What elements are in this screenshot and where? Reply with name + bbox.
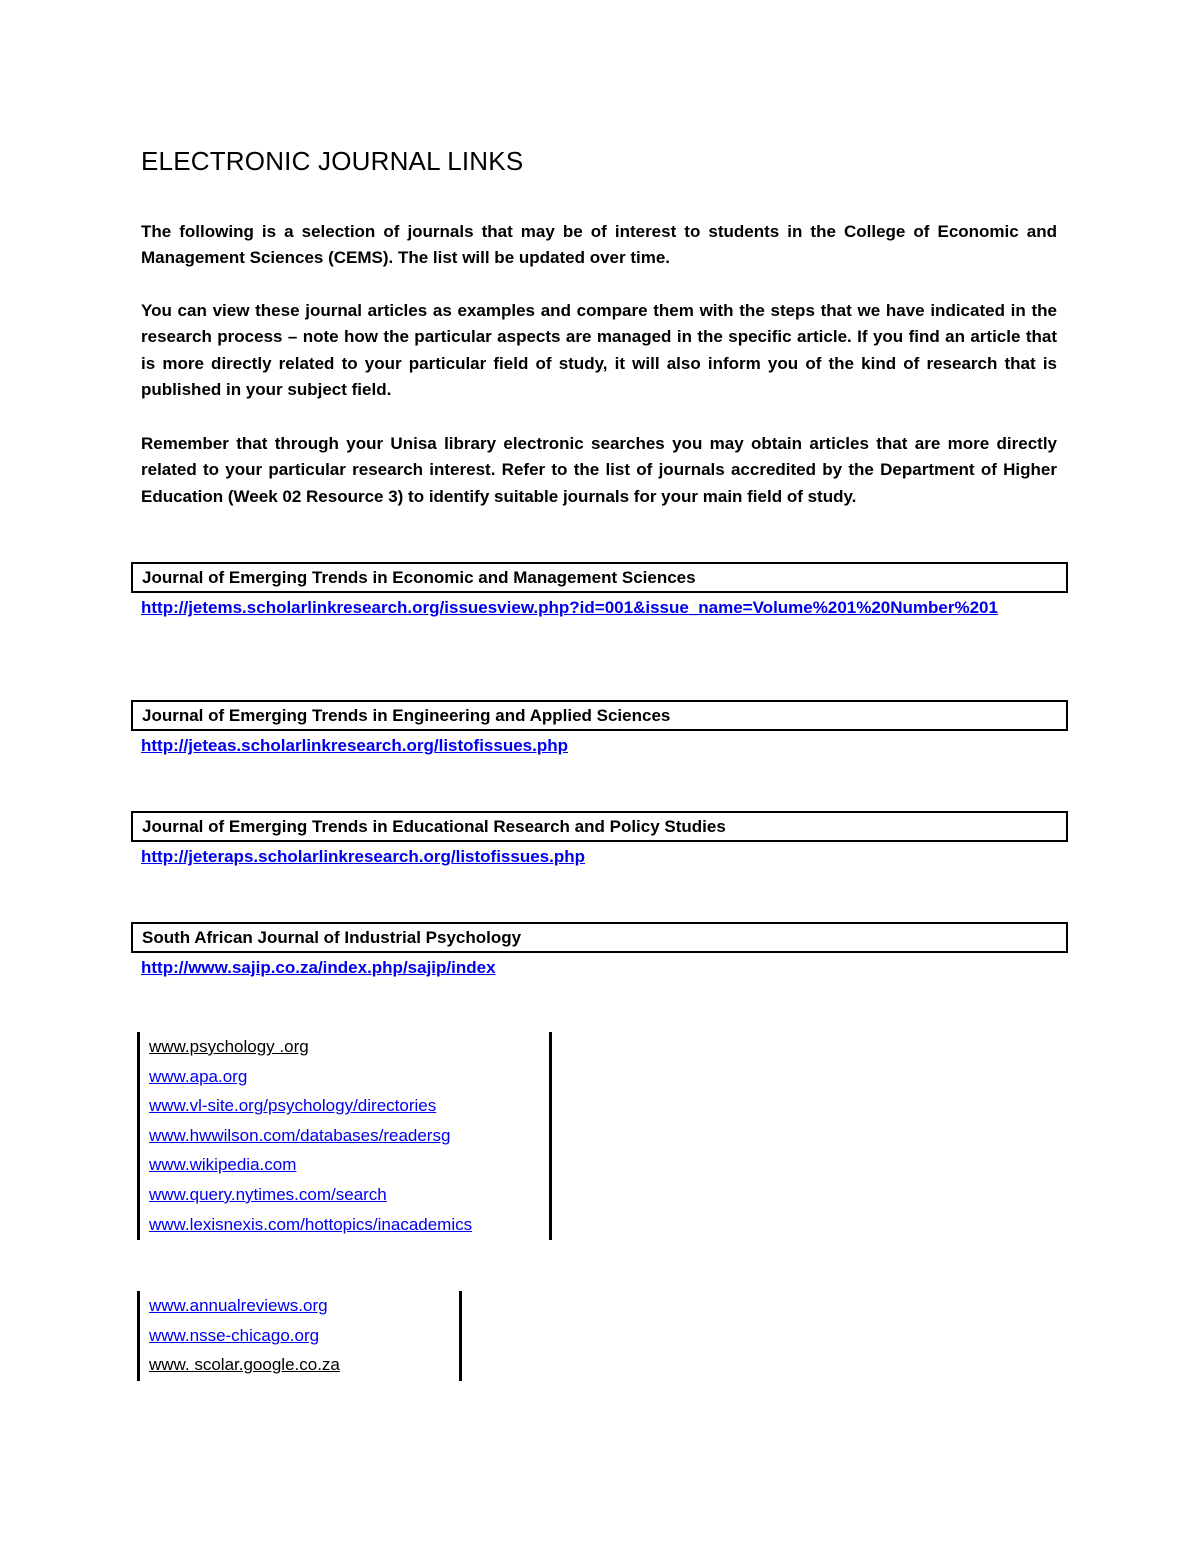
resource-link[interactable]: www.query.nytimes.com/search [149,1184,387,1204]
journal-title-box [131,922,1068,953]
list-item [140,1321,459,1351]
resource-link-list [140,1032,549,1239]
resource-link[interactable]: www.vl-site.org/psychology/directories [149,1096,437,1116]
resource-link[interactable]: www.nsse-chicago.org [149,1325,320,1345]
resource-link[interactable]: www.apa.org [149,1066,248,1086]
journal-title-box [131,700,1068,731]
journal-link[interactable]: http://jetems.scholarlinkresearch.org/issuesview.php?id=001&issue_name=Volume%201%20Number%201 [141,598,998,617]
resource-link[interactable]: www.hwwilson.com/databases/readersg [149,1125,451,1145]
resource-link[interactable]: www.lexisnexis.com/hottopics/inacademics [149,1214,473,1234]
journal-title: Journal of Emerging Trends in Economic and Management Sciences [142,568,696,587]
page-title: ELECTRONIC JOURNAL LINKS [141,146,524,176]
list-item [140,1150,549,1180]
list-item [140,1350,459,1380]
list-item [140,1291,459,1321]
list-item [140,1062,549,1092]
list-item [140,1032,549,1062]
journal-link[interactable]: http://jeteraps.scholarlinkresearch.org/listofissues.php [141,847,586,866]
list-item [140,1180,549,1210]
intro-paragraph: The following is a selection of journals that may be of interest to students in the College of Economic and Management Sciences (CEMS). The list will be updated over time. [141,222,1057,268]
resource-link-group [137,1291,462,1381]
journal-title-box [131,811,1068,842]
list-item [140,1210,549,1240]
list-item [140,1121,549,1151]
resource-link-list [140,1291,459,1380]
research-process-paragraph: You can view these journal articles as examples and compare them with the steps that we have indicated in the research process – note how the particular aspects are managed in the specific article. If you find an article that is more directly related to your particular field of study, it will also inform you of the kind of research that is published in your subject field. [141,301,1057,400]
list-item [140,1091,549,1121]
journal-link[interactable]: http://jeteas.scholarlinkresearch.org/listofissues.php [141,736,569,755]
resource-link[interactable]: www.psychology .org [149,1037,309,1056]
resource-link[interactable]: www.wikipedia.com [149,1155,297,1175]
journal-title: South African Journal of Industrial Psychology [142,928,522,947]
journal-title-box [131,562,1068,593]
resource-link[interactable]: www. scolar.google.co.za [149,1355,340,1375]
resource-link[interactable]: www.annualreviews.org [149,1296,328,1315]
resource-link-group [137,1032,552,1240]
journal-title: Journal of Emerging Trends in Educational Research and Policy Studies [142,817,726,836]
journal-title: Journal of Emerging Trends in Engineering and Applied Sciences [142,706,671,725]
library-search-paragraph: Remember that through your Unisa library electronic searches you may obtain articles that are more directly related to your particular research interest. Refer to the list of journals accredited by the Department of Higher Education (Week 02 Resource 3) to identify suitable journals for your main field of study. [141,434,1057,506]
journal-link[interactable]: http://www.sajip.co.za/index.php/sajip/index [141,958,496,977]
